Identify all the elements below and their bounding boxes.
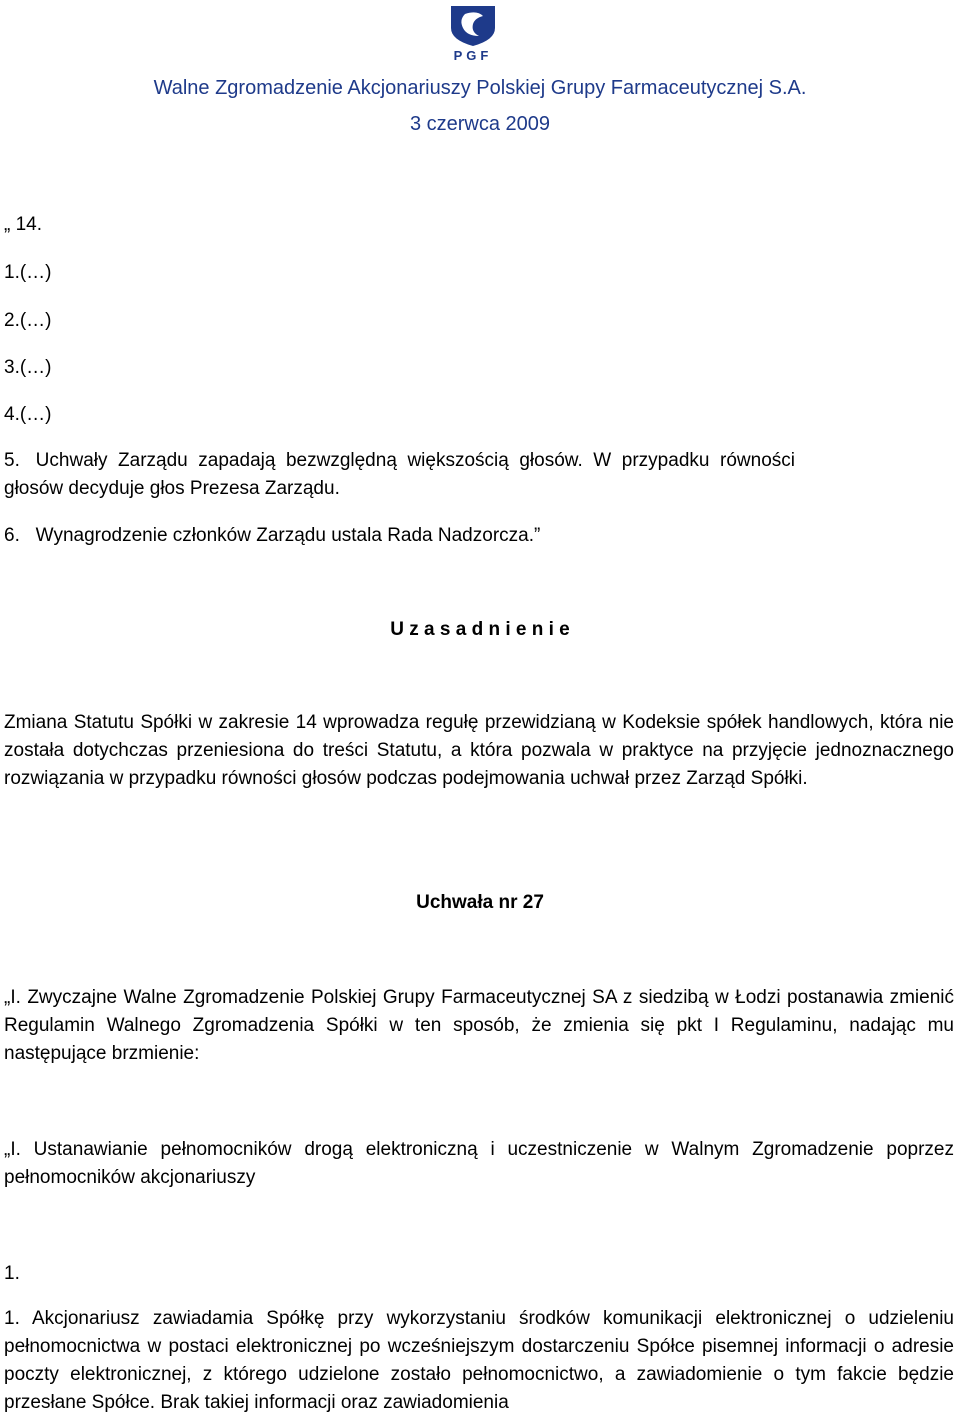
list-item: 3.(…): [4, 357, 52, 378]
list-item: 1.(…): [4, 262, 52, 283]
list-item: 4.(…): [4, 404, 52, 425]
pgf-emblem-icon: [447, 2, 499, 48]
paragraph-heading: „ 14.: [4, 214, 43, 235]
justification-title: U z a s a d n i e n i e: [390, 619, 570, 640]
document-header-title: Walne Zgromadzenie Akcjonariuszy Polskiej Grupy Farmaceutycznej S.A.: [153, 77, 807, 99]
point-1-text: 1. Akcjonariusz zawiadamia Spółkę przy wykorzystaniu środków komunikacji elektronicznej o udzieleniu pełnomocnictwa w postaci elektronicznej po wcześniejszym dostarczeniu Spółce pisemnej informacji o adresie poczty elektronicznej, z którego udzielone zostało pełnomocnictwo, a zawiadomienie o tym fakcie będzie przesłane Spółce. Brak takiej informacji oraz zawiadomienia: [4, 1308, 954, 1413]
justification-text: Zmiana Statutu Spółki w zakresie 14 wprowadza regułę przewidzianą w Kodeksie spółek handlowych, która nie została dotychczas przeniesiona do treści Statutu, a która pozwala w praktyce na przyjęcie jednoznacznego rozwiązania w przypadku równości głosów podczas podejmowania uchwał przez Zarząd Spółki.: [4, 712, 954, 789]
list-item-5-line2: głosów decyduje głos Prezesa Zarządu.: [4, 478, 340, 499]
section-title: „I. Ustanawianie pełnomocników drogą elektroniczną i uczestniczenie w Walnym Zgromadzenie poprzez pełnomocników akcjonariuszy: [4, 1139, 954, 1188]
list-item-5-line1: 5. Uchwały Zarządu zapadają bezwzględną większością głosów. W przypadku równości: [4, 450, 795, 471]
resolution-text: „I. Zwyczajne Walne Zgromadzenie Polskiej Grupy Farmaceutycznej SA z siedzibą w Łodzi postanawia zmienić Regulamin Walnego Zgromadzenia Spółki w ten sposób, że zmienia się pkt I Regulaminu, nadając mu następujące brzmienie:: [4, 987, 954, 1064]
list-item-6: 6. Wynagrodzenie członków Zarządu ustala Rada Nadzorcza.”: [4, 525, 541, 546]
document-header-date: 3 czerwca 2009: [409, 113, 551, 135]
section-sub-heading: 1.: [4, 1263, 20, 1284]
list-item: 2.(…): [4, 310, 52, 331]
resolution-title: Uchwała nr 27: [416, 892, 544, 913]
pgf-logo: [447, 2, 499, 64]
logo-text: PGF: [453, 48, 493, 63]
